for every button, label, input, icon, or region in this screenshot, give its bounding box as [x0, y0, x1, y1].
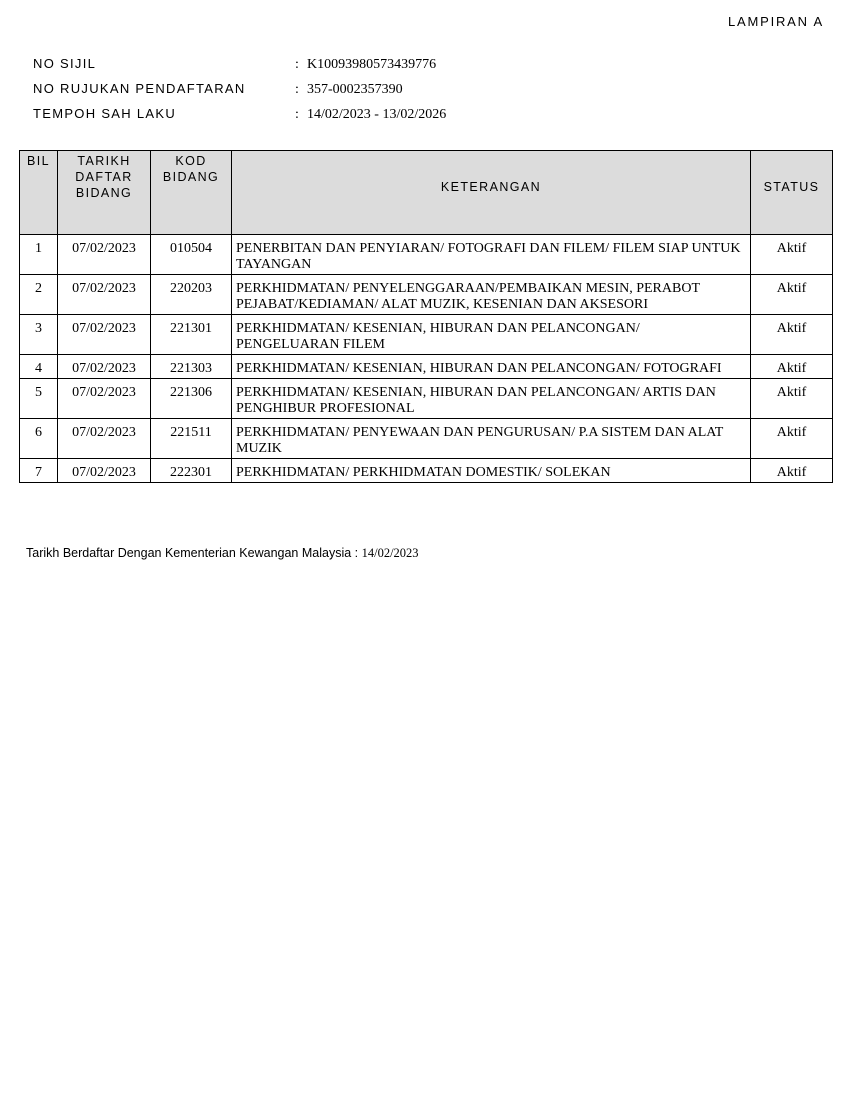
cell-status: Aktif: [751, 419, 833, 459]
cell-bil: 2: [20, 275, 58, 315]
registration-date-label: Tarikh Berdaftar Dengan Kementerian Kewangan Malaysia :: [26, 546, 362, 560]
no-rujukan-label: NO RUJUKAN PENDAFTARAN: [33, 81, 246, 96]
cell-bil: 4: [20, 355, 58, 379]
certificate-meta: [33, 56, 446, 131]
no-sijil-value: K10093980573439776: [307, 57, 437, 72]
no-sijil-label: NO SIJIL: [33, 56, 97, 71]
cell-keterangan: PERKHIDMATAN/ KESENIAN, HIBURAN DAN PELANCONGAN/ ARTIS DAN PENGHIBUR PROFESIONAL: [232, 379, 751, 419]
cell-status: Aktif: [751, 459, 833, 483]
meta-row-no-rujukan: [33, 81, 446, 106]
header-keterangan: KETERANGAN: [232, 151, 751, 235]
table-header-row: [20, 151, 833, 235]
bidang-table: [19, 150, 833, 483]
cell-kod: 222301: [151, 459, 232, 483]
header-kod-bidang: KOD BIDANG: [151, 151, 232, 235]
cell-keterangan: PERKHIDMATAN/ PENYELENGGARAAN/PEMBAIKAN MESIN, PERABOT PEJABAT/KEDIAMAN/ ALAT MUZIK, KESENIAN DAN AKSESORI: [232, 275, 751, 315]
no-rujukan-value: 357-0002357390: [307, 82, 403, 97]
cell-status: Aktif: [751, 355, 833, 379]
cell-bil: 5: [20, 379, 58, 419]
cell-kod: 221301: [151, 315, 232, 355]
cell-kod: 010504: [151, 235, 232, 275]
cell-keterangan: PERKHIDMATAN/ KESENIAN, HIBURAN DAN PELANCONGAN/ PENGELUARAN FILEM: [232, 315, 751, 355]
cell-status: Aktif: [751, 275, 833, 315]
meta-row-tempoh: [33, 106, 446, 131]
table-row: [20, 419, 833, 459]
cell-bil: 6: [20, 419, 58, 459]
header-tarikh-daftar-bidang: TARIKH DAFTAR BIDANG: [58, 151, 151, 235]
meta-colon: :: [295, 57, 299, 72]
lampiran-label: LAMPIRAN A: [727, 14, 824, 29]
cell-keterangan: PERKHIDMATAN/ PERKHIDMATAN DOMESTIK/ SOLEKAN: [232, 459, 751, 483]
registration-date-line: [26, 544, 419, 562]
cell-tarikh: 07/02/2023: [58, 459, 151, 483]
cell-tarikh: 07/02/2023: [58, 275, 151, 315]
cell-tarikh: 07/02/2023: [58, 235, 151, 275]
header-bil: BIL: [20, 151, 58, 235]
registration-date-value: 14/02/2023: [361, 546, 419, 560]
meta-colon: :: [295, 107, 299, 122]
cell-status: Aktif: [751, 315, 833, 355]
cell-keterangan: PERKHIDMATAN/ KESENIAN, HIBURAN DAN PELANCONGAN/ FOTOGRAFI: [232, 355, 751, 379]
cell-status: Aktif: [751, 379, 833, 419]
cell-kod: 221303: [151, 355, 232, 379]
cell-bil: 7: [20, 459, 58, 483]
cell-bil: 1: [20, 235, 58, 275]
cell-bil: 3: [20, 315, 58, 355]
table-row: [20, 379, 833, 419]
cell-keterangan: PERKHIDMATAN/ PENYEWAAN DAN PENGURUSAN/ P.A SISTEM DAN ALAT MUZIK: [232, 419, 751, 459]
cell-keterangan: PENERBITAN DAN PENYIARAN/ FOTOGRAFI DAN FILEM/ FILEM SIAP UNTUK TAYANGAN: [232, 235, 751, 275]
tempoh-value: 14/02/2023 - 13/02/2026: [307, 107, 447, 122]
tempoh-label: TEMPOH SAH LAKU: [33, 106, 177, 121]
cell-status: Aktif: [751, 235, 833, 275]
table-row: [20, 315, 833, 355]
table-row: [20, 355, 833, 379]
cell-tarikh: 07/02/2023: [58, 379, 151, 419]
header-status: STATUS: [751, 151, 833, 235]
cell-kod: 221511: [151, 419, 232, 459]
cell-tarikh: 07/02/2023: [58, 355, 151, 379]
cell-tarikh: 07/02/2023: [58, 419, 151, 459]
table-row: [20, 275, 833, 315]
meta-row-no-sijil: [33, 56, 446, 81]
cell-kod: 221306: [151, 379, 232, 419]
table-row: [20, 235, 833, 275]
table-row: [20, 459, 833, 483]
meta-colon: :: [295, 82, 299, 97]
cell-kod: 220203: [151, 275, 232, 315]
cell-tarikh: 07/02/2023: [58, 315, 151, 355]
